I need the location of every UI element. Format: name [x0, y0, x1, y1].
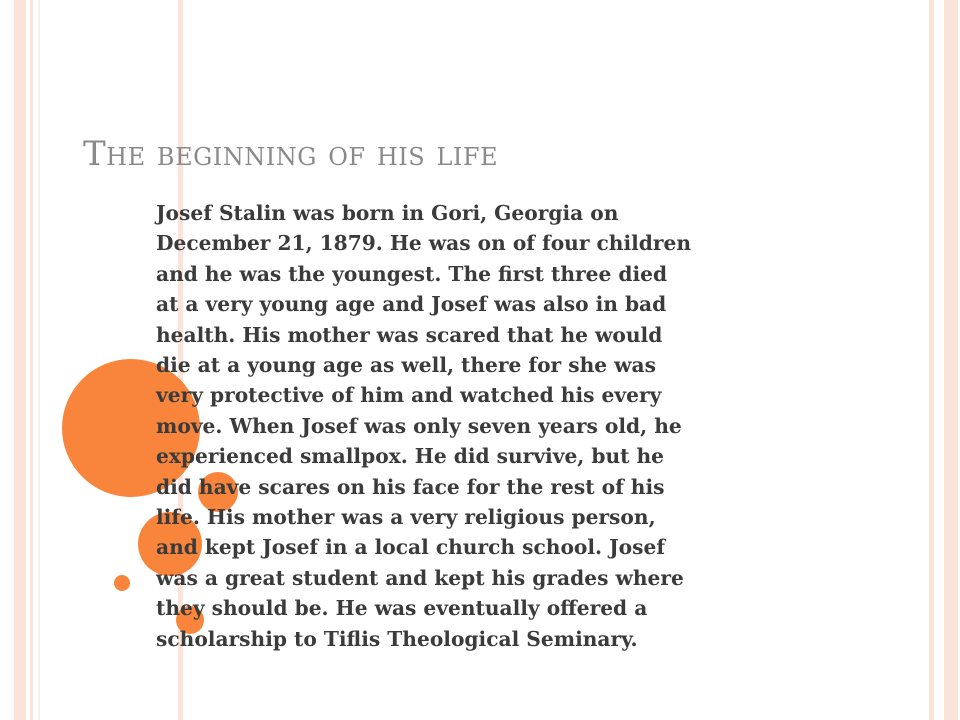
- body-line: Josef Stalin was born in Gori, Georgia on: [156, 201, 619, 225]
- body-line: life. His mother was a very religious person,: [156, 505, 656, 530]
- body-line: December 21, 1879. He was on of four children: [156, 231, 692, 256]
- body-line: experienced smallpox. He did survive, but he: [156, 444, 665, 469]
- decorative-stripe: [929, 0, 934, 720]
- decorative-stripe: [944, 0, 958, 720]
- body-line: they should be. He was eventually offered a: [156, 596, 648, 621]
- body-line: and he was the youngest. The first three died: [156, 261, 668, 286]
- body-line: die at a young age as well, there for she was: [156, 353, 656, 378]
- body-line: scholarship to Tiflis Theological Seminary.: [156, 626, 638, 651]
- body-line: and kept Josef in a local church school. Josef: [156, 535, 666, 560]
- slide-body-text: [156, 198, 816, 654]
- body-line: at a very young age and Josef was also in bad: [156, 292, 667, 317]
- body-line: very protective of him and watched his every: [156, 383, 662, 408]
- decorative-stripe: [30, 0, 33, 720]
- decorative-stripe: [38, 0, 40, 720]
- decorative-circle-small: [114, 575, 130, 591]
- decorative-stripe: [14, 0, 26, 720]
- body-line: was a great student and kept his grades where: [156, 565, 684, 590]
- slide-title: The beginning of his life: [83, 134, 499, 174]
- body-line: did have scares on his face for the rest of his: [156, 474, 665, 499]
- body-line: move. When Josef was only seven years old, he: [156, 413, 682, 438]
- body-line: health. His mother was scared that he would: [156, 322, 663, 347]
